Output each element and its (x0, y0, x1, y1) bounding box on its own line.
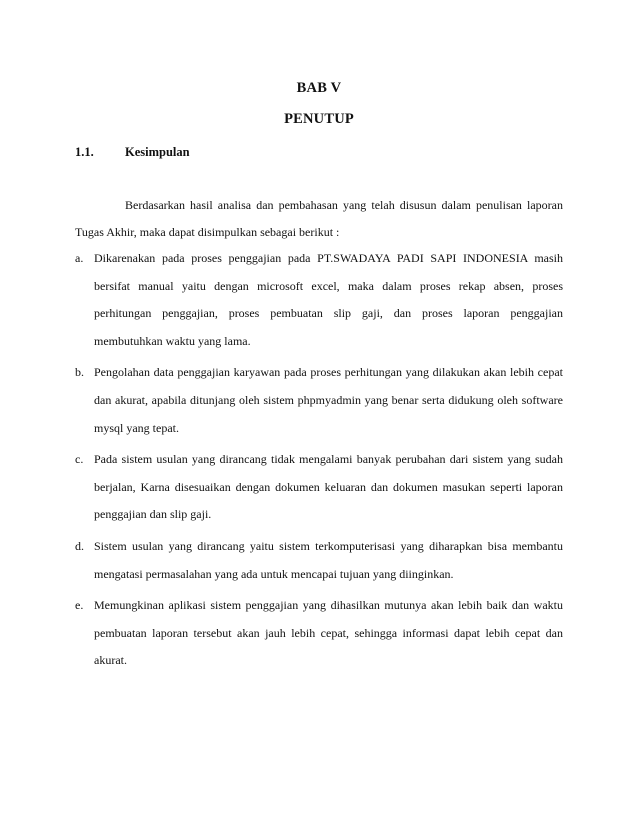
list-item (75, 533, 563, 588)
list-item-marker: a. (75, 251, 84, 265)
list-item-text: Sistem usulan yang dirancang yaitu sistem terkomputerisasi yang diharapkan bisa membantu mengatasi permasalahan yang ada untuk mencapai tujuan yang diinginkan. (94, 538, 563, 581)
list-item-text: Dikarenakan pada proses penggajian pada PT.SWADAYA PADI SAPI INDONESIA masih bersifat manual yaitu dengan microsoft excel, maka dalam proses rekap absen, proses perhitungan penggajian, proses pembuatan slip gaji, dan proses laporan penggajian membutuhkan waktu yang lama. (94, 251, 563, 348)
list-item-marker: b. (75, 365, 84, 380)
intro-paragraph: Berdasarkan hasil analisa dan pembahasan yang telah disusun dalam penulisan laporan Tugas Akhir, maka dapat disimpulkan sebagai berikut : (75, 198, 563, 239)
list-item-marker: c. (75, 452, 84, 467)
list-item-text: Pengolahan data penggajian karyawan pada proses perhitungan yang dilakukan akan lebih cepat dan akurat, apabila ditunjang oleh sistem phpmyadmin yang benar serta didukung oleh software mysql yang tepat. (94, 365, 563, 435)
section-title: Kesimpulan (125, 145, 190, 159)
section-heading (75, 145, 190, 160)
list-item-marker: e. (75, 598, 84, 613)
chapter-title: BAB V (296, 80, 342, 96)
chapter-subtitle: PENUTUP (284, 111, 354, 127)
list-item (75, 359, 563, 442)
list-item-text: Memungkinan aplikasi sistem penggajian yang dihasilkan mutunya akan lebih baik dan waktu pembuatan laporan tersebut akan jauh lebih cepat, sehingga informasi dapat lebih cepat dan akurat. (94, 598, 563, 668)
list-item-marker: d. (75, 538, 84, 553)
list-item (75, 245, 563, 355)
list-item (75, 446, 563, 529)
list-item (75, 592, 563, 675)
conclusion-list (75, 245, 563, 679)
list-item-text: Pada sistem usulan yang dirancang tidak mengalami banyak perubahan dari sistem yang sudah berjalan, Karna disesuaikan dengan dokumen keluaran dan dokumen masukan seperti laporan penggajian dan slip gaji. (94, 452, 563, 522)
section-number: 1.1. (75, 145, 94, 159)
